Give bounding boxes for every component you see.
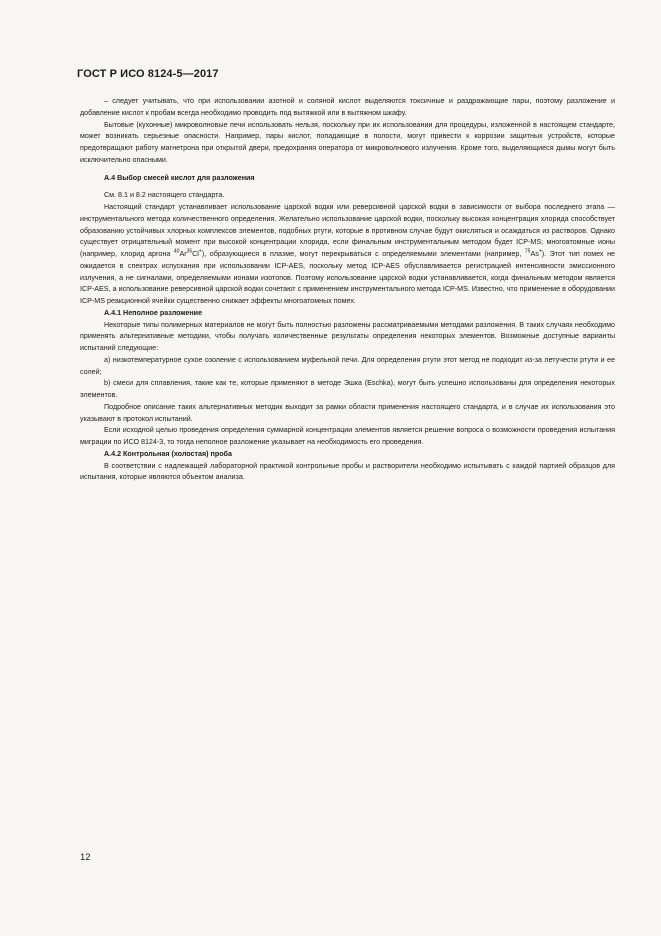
paragraph-household-microwave: Бытовые (кухонные) микроволновые печи использовать нельзя, поскольку при их использовании для процедуры, изложенной в настоящем стандарте, может возникать серьезные опасности. Например, пары кислот, попадающие в полости, могут привести к коррозии защитных устройств, которые предотвращают работу магнетрона при открытой двери, предохраняя оператора от микроволнового излучения. Кроме того, выделяющиеся дымы могут быть исключительно опасными. [80, 120, 615, 164]
paragraph-alternative-methods: Подробное описание таких альтернативных методик выходит за рамки области применения настоящего стандарта, и в случае их использования это указывают в протокол испытаний. [80, 402, 615, 423]
paragraph-blank-sample: В соответствии с надлежащей лабораторной практикой контрольные пробы и растворители необходимо испытывать с каждой партией образцов для испытания, которые являются объектом анализа. [80, 461, 615, 482]
paragraph-fume-warning: – следует учитывать, что при использовании азотной и соляной кислот выделяются токсичные и раздражающие пары, поэтому разложение и добавление кислот к пробам всегда необходимо проводить под вытяжкой или в вытяжном шкафу. [80, 97, 615, 117]
list-item-a: а) низкотемпературное сухое озоление с использованием муфельной печи. Для определения ртути этот метод не подходит из-за летучести ртути и ее солей; [80, 355, 615, 376]
document-body [80, 96, 615, 484]
paragraph-see-sections: См. 8.1 и 8.2 настоящего стандарта. [104, 191, 225, 200]
paragraph-incomplete-digestion: Некоторые типы полимерных материалов не могут быть полностью разложены рассматриваемыми методами разложения. В таких случаях необходимо применять альтернативные методики, чтобы получать количественные результаты определения некоторых элементов. Возможные доступные варианты испытаний следующие: [80, 320, 615, 352]
list-item-b: b) смеси для сплавления, такие как те, которые применяют в методе Эшка (Eschka), могут быть успешно использованы для определения некоторых элементов. [80, 379, 615, 399]
paragraph-migration-test: Если исходной целью проведения определения суммарной концентрации элементов является решение вопроса о возможности проведения испытания миграции по ИСО 8124-3, то тогда неполное разложение указывает на необходимость его проведения. [80, 426, 615, 446]
document-header: ГОСТ Р ИСО 8124-5—2017 [77, 68, 219, 80]
section-heading-a41: А.4.1 Неполное разложение [104, 308, 203, 317]
paragraph-aqua-regia: Настоящий стандарт устанавливает использование царской водки или реверсивной царской водки в зависимости от выбора последнего этапа — инструментального метода количественного определения. Желательно использование царской водки, поскольку высокая концентрация хлорида способствует образованию устойчивых хлорных комплексов элементов, подобных ртути, которые в противном случае будут окисляться и осаждаться из растворов. Однако существует отрицательный момент при высокой концентрации хлорида, если финальным инструментальным методом будет ICP-MS; многоатомные ионы (например, хлорид аргона $^{40}$Ar$^{35}$Cl+), образующиеся в плазме, могут перекрываться с определяемыми элементами (например, $^{75}$As+). Этот тип помех не ожидается в спектрах испускания при использовании ICP-AES, поскольку метод ICP-AES обуславливается регистрацией интенсивности эмиссионного излучения, а не сигналами, определяемыми ионами изотопов. Поэтому использование царской водки устанавливается, когда финальным методом является ICP-AES, а использование реверсивной царской водки сочетают с применением инструментального метода ICP-MS. Известно, что применение в оборудовании ICP-MS реакционной ячейки существенно снижает эффекты многоатомных помех. [80, 203, 615, 305]
section-heading-a4: А.4 Выбор смесей кислот для разложения [104, 173, 255, 182]
section-heading-a42: А.4.2 Контрольная (холостая) проба [104, 449, 232, 458]
page-number: 12 [80, 852, 91, 863]
